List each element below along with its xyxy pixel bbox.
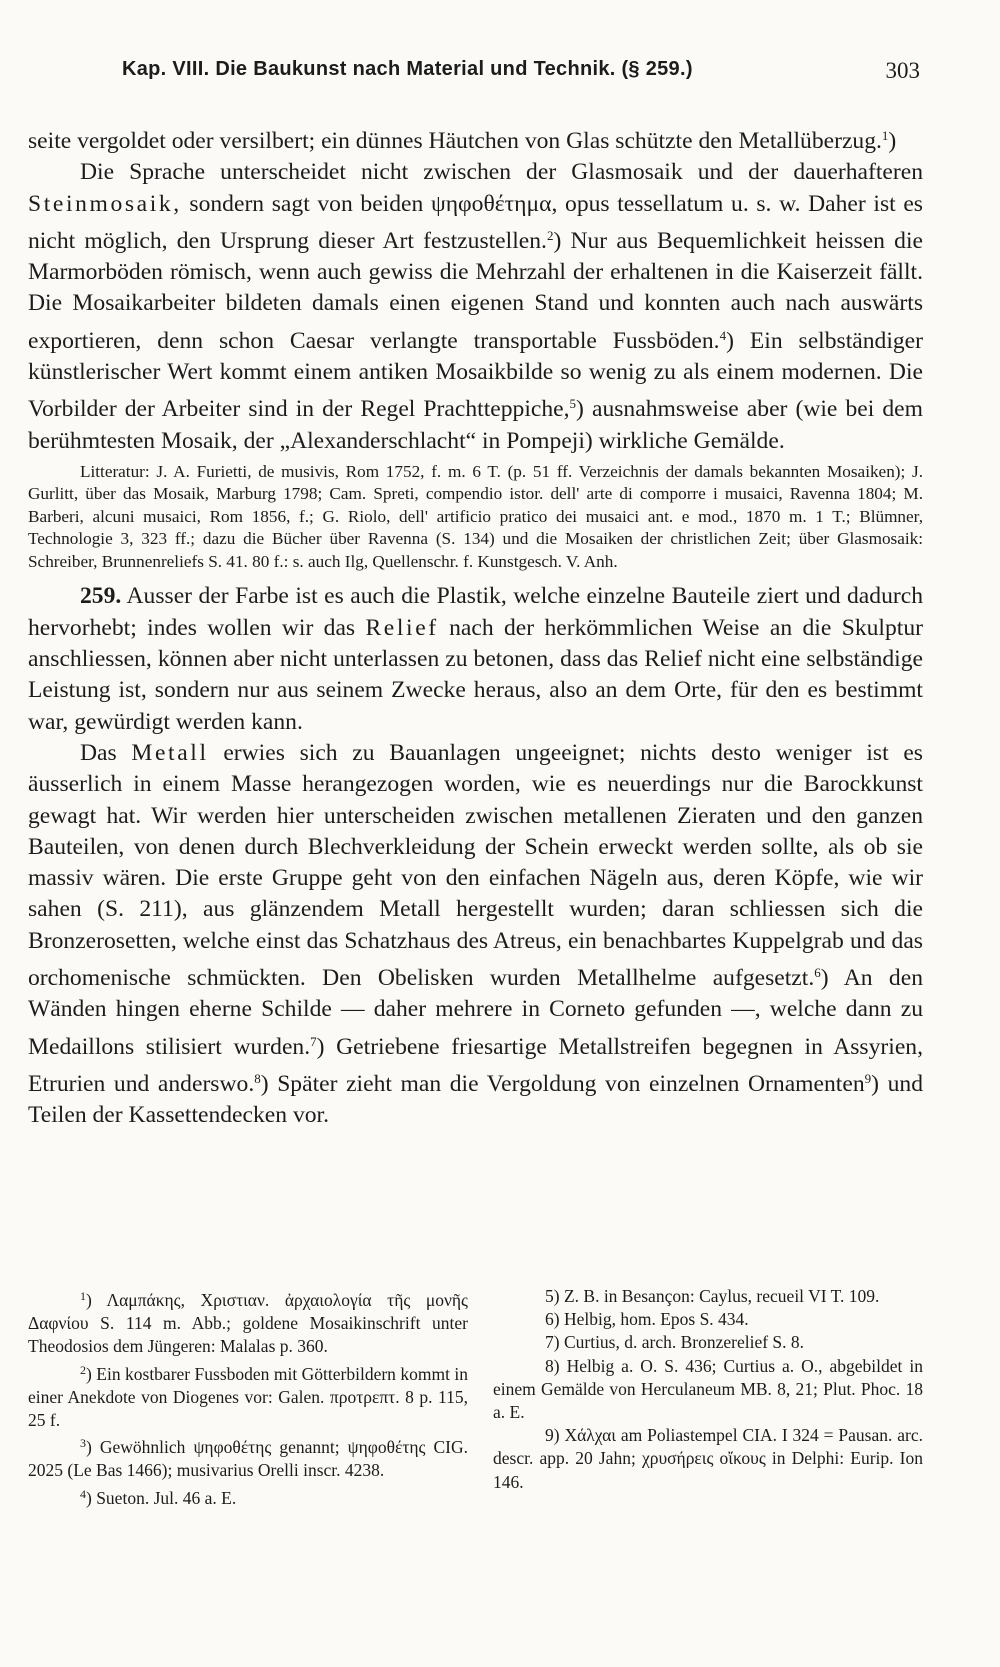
emphasis-steinmosaik: Steinmosaik, — [28, 190, 182, 217]
footnote: $^1$) Λαμπάκης, Χριστιαν. ἀρχαιολογία τῆς μονῆς Δαφνίου S. 114 m. Abb.; goldene Mosaikinschrift unter Theodosios dem Jüngeren: Malalas p. 360. — [28, 1289, 468, 1357]
running-title: Kap. VIII. Die Baukunst nach Material und Technik. (§ 259.) — [122, 58, 693, 80]
section-number: 259. — [80, 583, 122, 610]
footnotes-right-column — [493, 1285, 923, 1494]
emphasis-relief: Relief — [365, 614, 439, 641]
footnote: $^4$) Sueton. Jul. 46 a. E. — [80, 1486, 237, 1508]
footnotes-left-column — [28, 1285, 468, 1510]
footnote: 9) Χάλχαι am Poliastempel CIA. I 324 = Pausan. arc. descr. app. 20 Jahn; χρυσήρεις οἴκους in Delphi: Eurip. Ion 146. — [493, 1425, 923, 1492]
footnote: 7) Curtius, d. arch. Bronzerelief S. 8. — [545, 1332, 805, 1353]
footnote: 8) Helbig a. O. S. 436; Curtius a. O., abgebildet in einem Gemälde von Herculaneum MB. 8, 21; Plut. Phoc. 18 a. E. — [493, 1355, 923, 1423]
footnote-ref: 4 — [719, 327, 727, 343]
main-text — [28, 120, 923, 1132]
footnote-ref: 9 — [864, 1070, 872, 1086]
footnote-ref: 8 — [254, 1070, 261, 1086]
footnote: $^2$) Ein kostbarer Fussboden mit Götterbildern kommt in einer Anekdote von Diogenes vor: Galen. προτρεπτ. 8 p. 115, 25 f. — [28, 1362, 468, 1431]
section-259: 259. Ausser der Farbe ist es auch die Plastik, welche einzelne Bauteile ziert und dadurch hervorhebt; indes wollen wir das Relief nach der herkömmlichen Weise an die Skulptur anschliessen, können aber nicht unterlassen zu betonen, dass das Relief nicht eine selbständige Leistung ist, sondern nur aus seinem Zwecke heraus, also an dem Orte, für den es bestimmt war, gewürdigt werden kann. — [28, 583, 923, 735]
footnote-ref: 5 — [569, 396, 577, 412]
footnote: 5) Z. B. in Besançon: Caylus, recueil VI T. 109. — [545, 1286, 880, 1306]
emphasis-metall: Metall — [131, 739, 209, 766]
footnote: 6) Helbig, hom. Epos S. 434. — [545, 1309, 749, 1330]
footnote-ref: 1 — [881, 128, 889, 143]
page-number: 303 — [885, 58, 920, 83]
footnote-ref: 2 — [546, 227, 554, 243]
footnote: $^3$) Gewöhnlich ψηφοθέτης genannt; ψηφοθέτης CIG. 2025 (Le Bas 1466); musivarius Orelli inscr. 4238. — [28, 1436, 469, 1481]
paragraph-metal: Das Metall erwies sich zu Bauanlagen ungeeignet; nichts desto weniger ist es äusserlich in einem Masse herangezogen worden, wie es neuerdings nur die Barockkunst gewagt hat. Wir werden hier unterscheiden zwischen metallenen Zieraten und den ganzen Bauteilen, von denen durch Blechverkleidung der Schein erweckt werden sollte, als ob sie massiv wären. Die erste Gruppe geht von den einfachen Nägeln aus, deren Köpfe, wie wir sahen (S. 211), aus glänzendem Metall hergestellt wurden; daran schliessen sich die Bronzerosetten, welche einst das Schatzhaus des Atreus, ein benachbartes Kuppelgrab und das orchomenische schmückten. Den Obelisken wurden Metallhelme aufgesetzt.$^6$) An den Wänden hingen eherne Schilde — daher mehrere in Corneto gefunden —, welche dann zu Medaillons stilisiert wurden.$^7$) Getriebene friesartige Metallstreifen begegnen in Assyrien, Etrurien und anderswo.$^8$) Später zieht man die Vergoldung von einzelnen Ornamenten$^9$) und Teilen der Kassettendecken vor. — [28, 739, 923, 1129]
literature-note: Litteratur: J. A. Furietti, de musivis, Rom 1752, f. m. 6 T. (p. 51 ff. Verzeichnis der damals bekannten Mosaiken); J. Gurlitt, über das Mosaik, Marburg 1798; Cam. Spreti, compendio istor. dell' arte di comporre i musaici, Ravenna 1804; M. Barberi, alcuni musaici, Rom 1856, f.; G. Riolo, dell' artificio pratico dei musaici ant. e mod., 1870 m. 1 T.; Blümner, Technologie 3, 323 ff.; dazu die Bücher über Ravenna (S. 134) und die Mosaiken der christlichen Zeit; über Glasmosaik: Schreiber, Brunnenreliefs S. 41. 80 f.: s. auch Ilg, Quellenschr. f. Kunstgesch. V. Anh. — [28, 461, 923, 571]
footnote-ref: 6 — [814, 965, 821, 981]
page-header — [28, 58, 920, 92]
footnote-ref: 7 — [310, 1033, 317, 1049]
paragraph-mosaic-language: Die Sprache unterscheidet nicht zwischen der Glasmosaik und der dauerhafteren Steinmosaik, sondern sagt von beiden ψηφοθέτημα, opus tessellatum u. s. w. Daher ist es nicht möglich, den Ursprung dieser Art festzustellen.$^2$) Nur aus Bequemlichkeit heissen die Marmorböden römisch, wenn auch gewiss die Mehrzahl der erhaltenen in die Kaiserzeit fällt. Die Mosaikarbeiter bildeten damals einen eigenen Stand und konnten auch nach auswärts exportieren, denn schon Caesar verlangte transportable Fussböden.$^4$) Ein selbständiger künstlerischer Wert kommt einem antiken Mosaikbilde so wenig zu als einem modernen. Die Vorbilder der Arbeiter sind in der Regel Prachtteppiche,$^5$) ausnahmsweise aber (wie bei dem berühmtesten Mosaik, der „Alexanderschlacht“ in Pompeji) wirkliche Gemälde. — [28, 159, 924, 454]
paragraph-continuation: seite vergoldet oder versilbert; ein dünnes Häutchen von Glas schützte den Metallüberzug.$^1$) — [28, 128, 897, 154]
